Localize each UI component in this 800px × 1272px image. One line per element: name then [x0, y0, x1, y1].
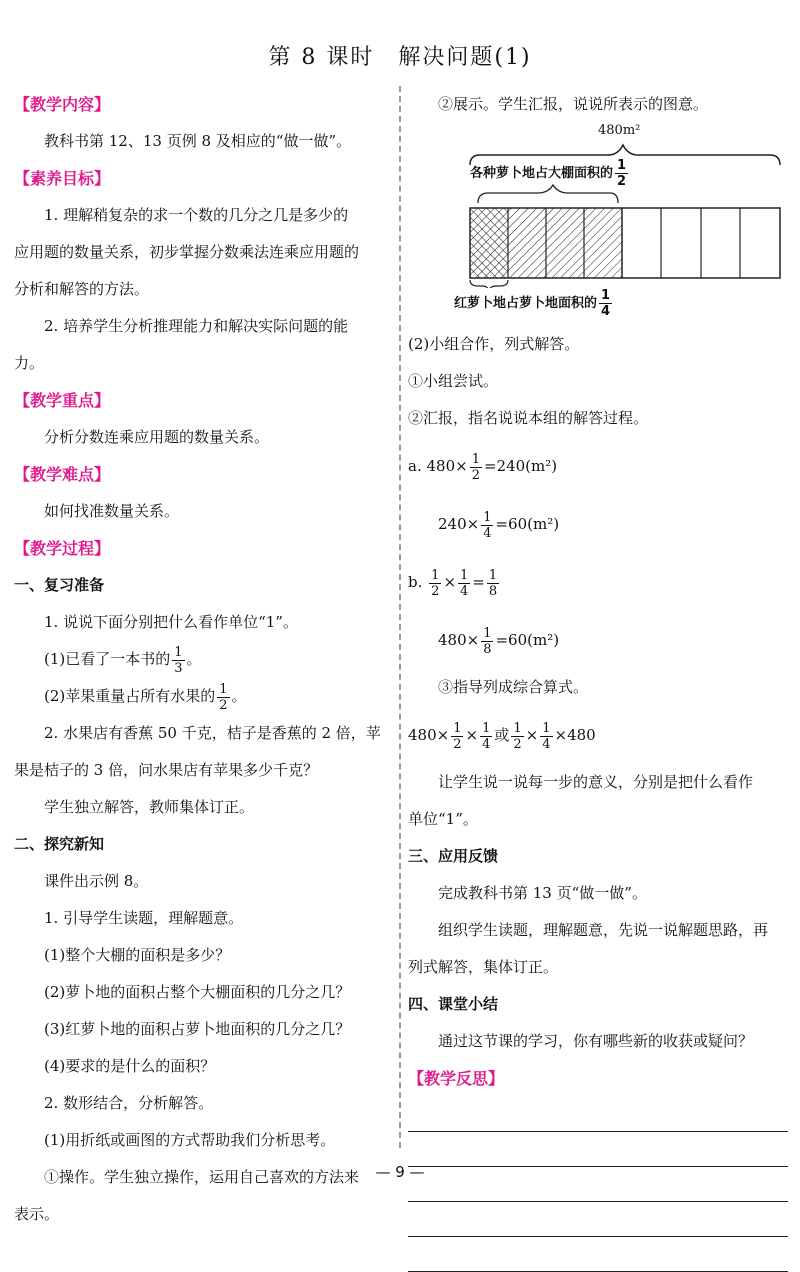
heading-goals: 【素养目标】 — [14, 169, 111, 188]
meaning-line1: 让学生说一说每一步的意义，分别是把什么看作 — [438, 773, 754, 791]
area-diagram — [418, 123, 788, 319]
fraction-f2: $\frac{1}{4}$ — [482, 720, 491, 752]
right-column — [408, 86, 788, 1272]
section-explore: 二、探究新知 — [14, 835, 105, 853]
calc-b1-prefix: b. — [408, 573, 423, 591]
summary-text: 通过这节课的学习，你有哪些新的收获或疑问？ — [438, 1032, 754, 1050]
calc-a1-prefix: a. 480× — [408, 457, 468, 475]
feedback-b1: 组织学生读题，理解题意，先说一说解题思路，再 — [438, 921, 769, 939]
red-radish-cell-cross — [470, 208, 508, 278]
explore-q1: (1)整个大棚的面积是多少？ — [44, 946, 231, 964]
fraction-b2: $\frac{1}{8}$ — [483, 625, 492, 657]
section-feedback: 三、应用反馈 — [408, 847, 499, 865]
explore-step2-1: (1)用折纸或画图的方式帮助我们分析思考。 — [44, 1131, 336, 1149]
fraction-top-1-2: $\frac{1}{2}$ — [617, 158, 627, 189]
times-sign-1: × — [465, 726, 479, 744]
page-number: — 9 — — [375, 1163, 425, 1181]
goal2-line1: 2. 培养学生分析推理能力和解决实际问题的能 — [44, 317, 349, 335]
show-step: ②展示。学生汇报，说说所表示的图意。 — [438, 95, 709, 113]
goal1-line2: 应用题的数量关系，初步掌握分数乘法连乘应用题的 — [14, 243, 360, 261]
reflection-line-5 — [408, 1237, 788, 1272]
bottom-label — [454, 289, 614, 319]
teaching-content-text: 教科书第 12、13 页例 8 及相应的“做一做”。 — [44, 132, 352, 150]
calc-b2-prefix: 480× — [438, 631, 480, 649]
reflection-line-4 — [408, 1202, 788, 1237]
fraction-b1-1: $\frac{1}{2}$ — [431, 567, 440, 599]
review-question: 1. 说说下面分别把什么看作单位“1”。 — [44, 613, 298, 631]
review-q2-text: (2)苹果重量占所有水果的 — [44, 687, 216, 705]
explore-intro: 课件出示例 8。 — [44, 872, 149, 890]
group-report: ②汇报，指名说说本组的解答过程。 — [408, 409, 649, 427]
group-work: (2)小组合作，列式解答。 — [408, 335, 580, 353]
or-word: 或 — [494, 726, 510, 744]
fraction-f4: $\frac{1}{4}$ — [542, 720, 551, 752]
times-sign-2: × — [525, 726, 539, 744]
area-diagram-svg — [418, 123, 788, 288]
fraction-a2: $\frac{1}{4}$ — [483, 509, 492, 541]
formula-tail: ×480 — [554, 726, 596, 744]
difficulty-text: 如何找准数量关系。 — [44, 502, 180, 520]
explore-q2: (2)萝卜地的面积占整个大棚面积的几分之几？ — [44, 983, 351, 1001]
explore-step1: 1. 引导学生读题，理解题意。 — [44, 909, 244, 927]
left-column — [14, 86, 396, 1233]
heading-key-point: 【教学重点】 — [14, 391, 111, 410]
explore-op-line2: 表示。 — [14, 1205, 60, 1223]
calc-a1-result: =240(m²) — [483, 457, 558, 475]
fraction-a1: $\frac{1}{2}$ — [471, 451, 480, 483]
fraction-1-2: $\frac{1}{2}$ — [219, 681, 228, 713]
calc-b2-result: =60(m²) — [495, 631, 560, 649]
bottom-label-text: 红萝卜地占萝卜地面积的 — [454, 296, 598, 311]
feedback-a: 完成教科书第 13 页“做一做”。 — [438, 884, 647, 902]
top-label — [470, 159, 630, 189]
calc-b1: b. $\frac{1}{2}$ × $\frac{1}{4}$ = $\frac{1}{8}$ — [408, 567, 498, 599]
calc-a1 — [408, 437, 788, 495]
page-title: 第 8 课时 解决问题(1) — [268, 45, 532, 70]
review-p2-line2: 果是桔子的 3 倍，问水果店有苹果多少千克？ — [14, 761, 319, 779]
fraction-b1-3: $\frac{1}{8}$ — [488, 567, 498, 599]
feedback-b2: 列式解答，集体订正。 — [408, 958, 559, 976]
goal1-line3: 分析和解答的方法。 — [14, 280, 150, 298]
fraction-f3: $\frac{1}{2}$ — [513, 720, 522, 752]
heading-difficulty: 【教学难点】 — [14, 465, 111, 484]
review-q2: (2)苹果重量占所有水果的 $\frac{1}{2}$ 。 — [44, 681, 247, 713]
radish-cell-3 — [546, 208, 584, 278]
fraction-f1: $\frac{1}{2}$ — [453, 720, 462, 752]
total-area-label: 480m² — [598, 123, 641, 138]
review-p2-line3: 学生独立解答，教师集体订正。 — [44, 798, 255, 816]
review-p2-line1: 2. 水果店有香蕉 50 千克，桔子是香蕉的 2 倍，苹 — [44, 724, 381, 742]
calc-b2 — [408, 611, 788, 669]
section-review: 一、复习准备 — [14, 576, 105, 594]
heading-process: 【教学过程】 — [14, 539, 111, 558]
reflection-line-2 — [408, 1132, 788, 1167]
goal1-line1: 1. 理解稍复杂的求一个数的几分之几是多少的 — [44, 206, 349, 224]
goal2-line2: 力。 — [14, 354, 45, 372]
top-label-text: 各种萝卜地占大棚面积的 — [470, 166, 614, 181]
formula-prefix: 480× — [408, 726, 450, 744]
radish-cell-2 — [508, 208, 546, 278]
explore-op-line1: ①操作。学生独立操作，运用自己喜欢的方法来 — [44, 1168, 360, 1186]
calc-a2 — [408, 495, 788, 553]
reflection-line-1 — [408, 1097, 788, 1132]
combined-guide: ③指导列成综合算式。 — [438, 678, 589, 696]
calc-a2-result: =60(m²) — [495, 515, 560, 533]
fraction-b1-2: $\frac{1}{4}$ — [460, 567, 469, 599]
review-q1: (1)已看了一本书的 $\frac{1}{3}$ 。 — [44, 644, 202, 676]
combined-formula — [408, 706, 788, 764]
fraction-bottom-1-4: $\frac{1}{4}$ — [601, 288, 611, 319]
key-point-text: 分析分数连乘应用题的数量关系。 — [44, 428, 270, 446]
fraction-1-3: $\frac{1}{3}$ — [174, 644, 183, 676]
meaning-line2: 单位“1”。 — [408, 810, 478, 828]
calc-a2-prefix: 240× — [438, 515, 480, 533]
explore-q3: (3)红萝卜地的面积占萝卜地面积的几分之几？ — [44, 1020, 351, 1038]
heading-teaching-content: 【教学内容】 — [14, 95, 111, 114]
section-summary: 四、课堂小结 — [408, 995, 499, 1013]
column-divider — [399, 86, 401, 1148]
equals-sign: = — [472, 573, 485, 591]
review-q1-text: (1)已看了一本书的 — [44, 650, 171, 668]
group-try: ①小组尝试。 — [408, 372, 499, 390]
radish-cell-4 — [584, 208, 622, 278]
quarter-brace — [470, 280, 508, 288]
explore-q4: (4)要求的是什么的面积？ — [44, 1057, 216, 1075]
explore-step2: 2. 数形结合，分析解答。 — [44, 1094, 214, 1112]
heading-reflection: 【教学反思】 — [408, 1069, 505, 1088]
